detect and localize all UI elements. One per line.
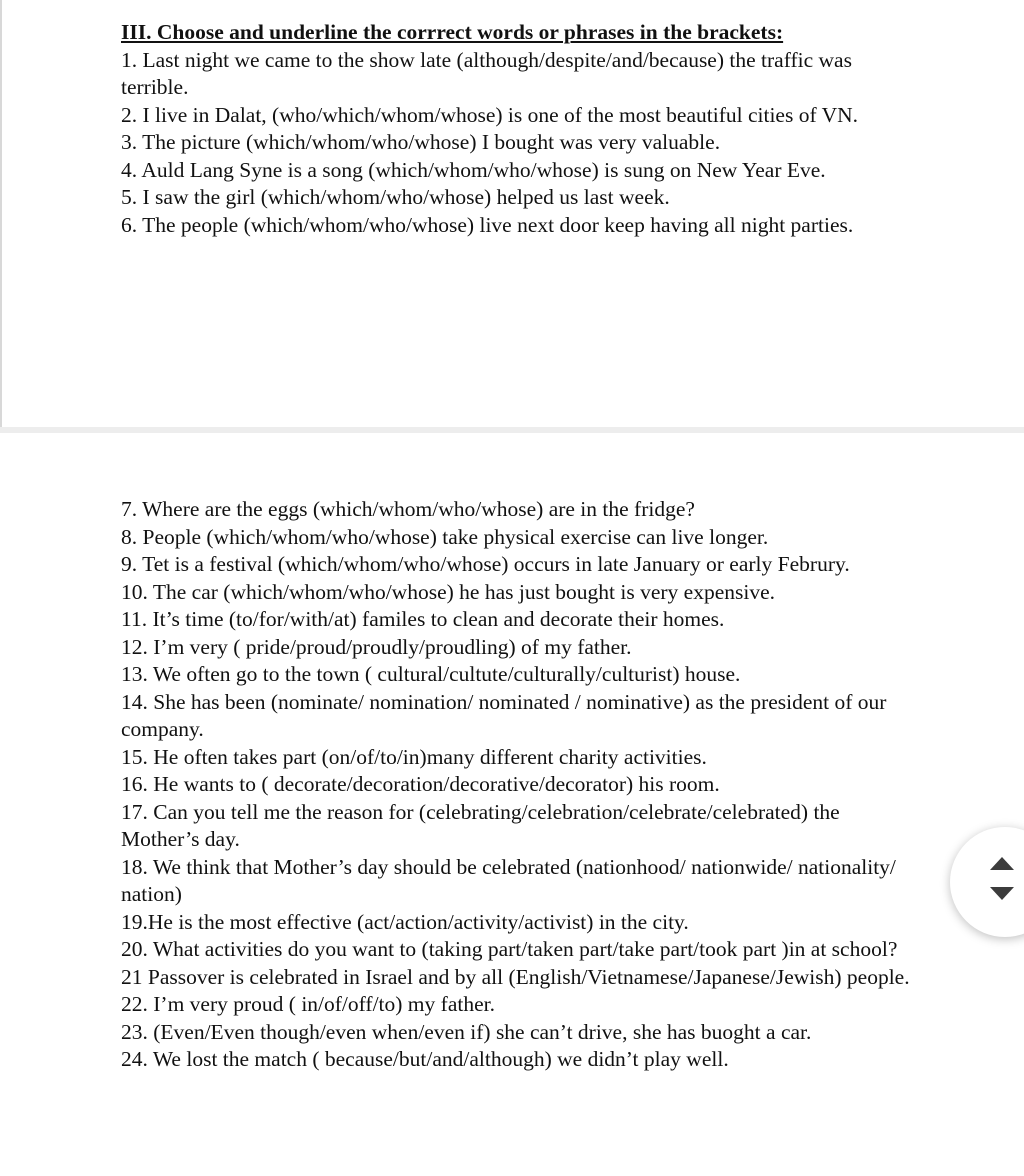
question-18: 18. We think that Mother’s day should be celebrated (nationhood/ nationwide/ nationality/ nation): [121, 854, 896, 906]
question-16: 16. He wants to ( decorate/decoration/decorative/decorator) his room.: [121, 772, 720, 796]
page-1-text: [121, 19, 911, 239]
question-6: 6. The people (which/whom/who/whose) live next door keep having all night parties.: [121, 212, 854, 237]
question-3: 3. The picture (which/whom/who/whose) I bought was very valuable.: [121, 130, 721, 154]
question-13: 13. We often go to the town ( cultural/cultute/culturally/culturist) house.: [121, 662, 741, 686]
question-9: 9. Tet is a festival (which/whom/who/whose) occurs in late January or early Februry.: [121, 552, 850, 576]
question-20: 20. What activities do you want to (taking part/taken part/take part/took part )in at school?: [121, 937, 898, 961]
question-7: 7. Where are the eggs (which/whom/who/whose) are in the fridge?: [121, 497, 695, 521]
question-15: 15. He often takes part (on/of/to/in)many different charity activities.: [121, 744, 707, 769]
triangle-up-icon[interactable]: [990, 857, 1014, 870]
triangle-down-icon[interactable]: [990, 887, 1014, 900]
question-1: 1. Last night we came to the show late (although/despite/and/because) the traffic was terrible.: [121, 47, 852, 99]
question-19: 19.He is the most effective (act/action/activity/activist) in the city.: [121, 909, 689, 934]
question-21: 21 Passover is celebrated in Israel and by all (English/Vietnamese/Japanese/Jewish) people.: [121, 964, 910, 989]
question-2: 2. I live in Dalat, (who/which/whom/whose) is one of the most beautiful cities of VN.: [121, 102, 859, 127]
question-24: 24. We lost the match ( because/but/and/although) we didn’t play well.: [121, 1047, 729, 1071]
question-11: 11. It’s time (to/for/with/at) familes to clean and decorate their homes.: [121, 607, 725, 631]
question-12: 12. I’m very ( pride/proud/proudly/proudling) of my father.: [121, 634, 632, 659]
question-8: 8. People (which/whom/who/whose) take physical exercise can live longer.: [121, 524, 769, 549]
page-edge: [0, 0, 2, 427]
question-22: 22. I’m very proud ( in/of/off/to) my father.: [121, 992, 495, 1016]
question-17: 17. Can you tell me the reason for (celebrating/celebration/celebrate/celebrated) the Mother’s day.: [121, 799, 840, 851]
question-4: 4. Auld Lang Syne is a song (which/whom/who/whose) is sung on New Year Eve.: [121, 157, 826, 182]
question-23: 23. (Even/Even though/even when/even if) she can’t drive, she has buoght a car.: [121, 1019, 812, 1044]
question-10: 10. The car (which/whom/who/whose) he has just bought is very expensive.: [121, 579, 776, 604]
question-5: 5. I saw the girl (which/whom/who/whose) helped us last week.: [121, 185, 670, 209]
page-2-text: [121, 496, 911, 1074]
exercise-heading: III. Choose and underline the corrrect words or phrases in the brackets:: [121, 20, 784, 44]
question-14: 14. She has been (nominate/ nomination/ nominated / nominative) as the president of our company.: [121, 689, 887, 741]
